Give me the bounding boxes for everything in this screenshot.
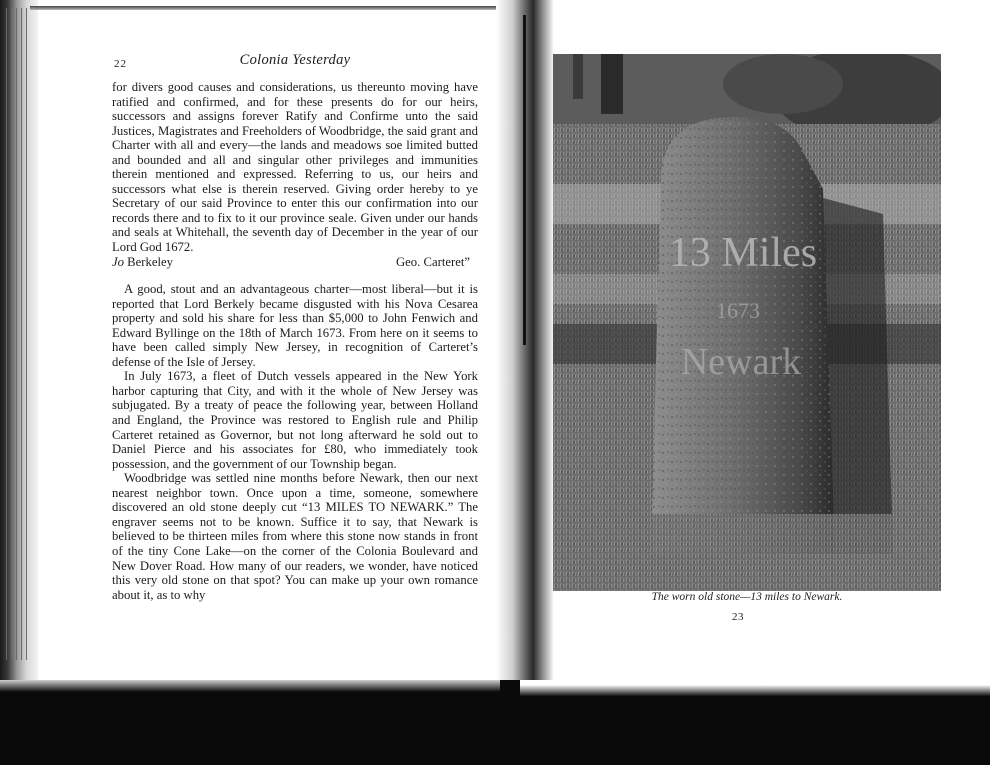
gutter-shadow-line: [523, 15, 526, 345]
body-paragraph-1: A good, stout and an advantageous charter—most liberal—but it is reported that Lord Berkely became disgusted with his Nova Cesarea property and sold his share for less than $5,000 to John Fenwich and Edward Byllinge on the 18th of March 1673. From here on it seems to have been called simply New Jersey, in recognition of Carteret’s defense of the Isle of Jersey.: [112, 282, 478, 369]
left-page: [112, 52, 478, 602]
photo-caption: The worn old stone—13 miles to Newark.: [651, 591, 843, 603]
stone-inscription-miles: 13 Miles: [668, 230, 818, 276]
signature-berkeley: Jo Berkeley: [112, 254, 173, 269]
charter-quote: for divers good causes and considerations, us thereunto moving have ratified and confirmed, and for these presents do for our heirs, successors and assigns forever Ratify and Confirme unto the said Justices, Magistrates and Freeholders of Woodbridge, the said grant and Charter with all and every—the lands and meadows soe limited butted and bounded and all and singular other privileges and immunities therein mentioned and expressed. Referring to us, our heirs and successors what else is therein reserved. Giving order hereby to ye Secretary of our said Province to enter this our confirmation into our records there and to fix to it our province seale. Given under our hands and seals at Whitehall, the seventh day of December in the year of our Lord God 1672.: [112, 80, 478, 255]
left-book-edge: [0, 0, 38, 690]
top-page-edge: [30, 6, 500, 10]
stone-inscription-newark: Newark: [680, 341, 802, 383]
page-number-right: 23: [732, 611, 744, 623]
running-head: Colonia Yesterday: [239, 52, 351, 68]
body-paragraph-3: Woodbridge was settled nine months before Newark, then our next nearest neighbor town. Once upon a time, someone, somewhere discovered an old stone deeply cut “13 MILES TO NEWARK.” The engraver seems not to be known. Suffice it to say, that Newark is believed to be thirteen miles from where this stone now stands in front of the tiny Cone Lake—on the corner of the Colonia Boulevard and New Dover Road. How many of our readers, we wonder, have noticed this very old stone on that spot? You can make up your own romance about it, as to why: [112, 471, 478, 602]
milestone-photo: [553, 54, 941, 591]
page-number-left: 22: [114, 58, 127, 70]
scanner-bottom-shadow: [0, 680, 990, 765]
body-paragraph-2: In July 1673, a fleet of Dutch vessels appeared in the New York harbor capturing that City, and with it the whole of New Jersey was subjugated. By a treaty of peace the following year, between Holland and England, the Province was restored to English rule and Philip Carteret retained as Governor, but not long afterward he sold out to Daniel Pierce and his associates for £80, who immediately took possession, and the government of our Township began.: [112, 369, 478, 471]
page-header: [112, 52, 478, 74]
signature-row: [112, 255, 478, 270]
signature-carteret: Geo. Carteret”: [396, 254, 470, 269]
stone-inscription-year: 1673: [716, 298, 760, 323]
